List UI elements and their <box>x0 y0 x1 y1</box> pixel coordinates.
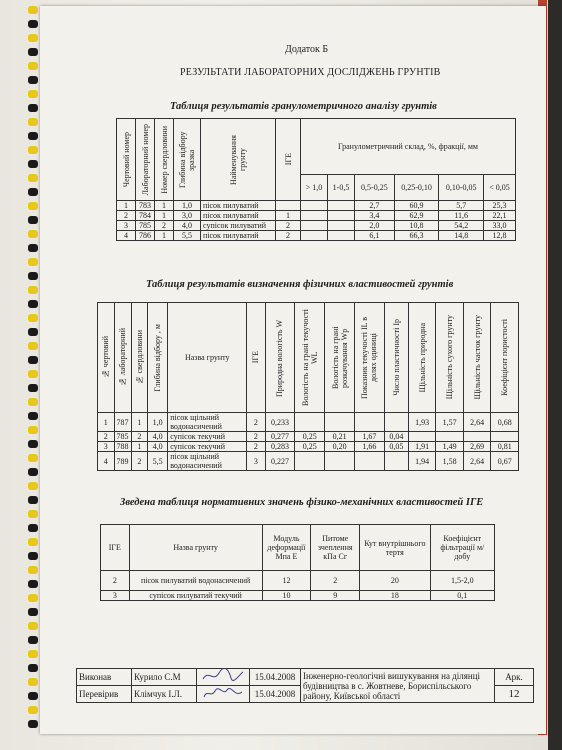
binding-ring <box>28 6 38 14</box>
normative-values-table <box>100 524 495 601</box>
binding-ring <box>28 566 38 574</box>
col-draw-no: Чертовий номер <box>117 119 136 201</box>
role-performer: Виконав <box>77 669 132 686</box>
col-name: Назва грунту <box>168 303 247 413</box>
date-checker: 15.04.2008 <box>250 686 301 703</box>
binding-ring <box>28 160 38 168</box>
binding-ring <box>28 286 38 294</box>
binding-ring <box>28 356 38 364</box>
binding-ring <box>28 328 38 336</box>
fraction-header: 1-0,5 <box>327 175 354 201</box>
binding-ring <box>28 678 38 686</box>
fraction-header: < 0,05 <box>484 175 516 201</box>
binding-ring <box>28 426 38 434</box>
col-well-no: Номер свердловини <box>155 119 174 201</box>
table-row: 1 783 1 1,0 пісок пилуватий 2,7 60,9 5,7 25,3 <box>117 201 516 211</box>
col-modulus: Модуль деформації Мпа Е <box>262 525 311 571</box>
signature-checker <box>197 686 250 703</box>
col-well-no: № свердловини <box>131 303 148 413</box>
binding-ring <box>28 636 38 644</box>
binding-ring <box>28 188 38 196</box>
sheet-number: 12 <box>495 686 534 703</box>
date-performer: 15.04.2008 <box>250 669 301 686</box>
binding-ring <box>28 272 38 280</box>
binding-ring <box>28 244 38 252</box>
col-name: Найменування грунту <box>201 119 276 201</box>
table-row: 3 супісок пилуватий текучий 10 9 18 0,1 <box>101 591 495 601</box>
signature-mark <box>201 669 245 683</box>
binding-ring <box>28 118 38 126</box>
fraction-header: > 1,0 <box>301 175 328 201</box>
col-depth: Глибина відбору , м <box>148 303 168 413</box>
binding-ring <box>28 608 38 616</box>
binding-ring <box>28 552 38 560</box>
col-plastic-limit: Вологість на грані розкачування Wр <box>325 303 355 413</box>
fraction-header: 0,10-0,05 <box>439 175 484 201</box>
col-moisture: Природна вологість W <box>265 303 295 413</box>
granulometric-table <box>116 118 516 241</box>
table3-title: Зведена таблиця нормативних значень фізико-механічних властивостей ІГЕ <box>120 497 484 508</box>
signature-mark <box>201 686 245 700</box>
binding-ring <box>28 90 38 98</box>
col-cohesion: Питоме зчеплення кПа Сг <box>311 525 360 571</box>
binding-ring <box>28 538 38 546</box>
dark-background-edge <box>548 0 562 750</box>
physical-properties-table <box>97 302 519 471</box>
title-block <box>76 668 534 703</box>
signature-performer <box>197 669 250 686</box>
col-ige: ІГЕ <box>276 119 301 201</box>
binding-ring <box>28 314 38 322</box>
col-dry-density: Щільність сухого грунту <box>436 303 464 413</box>
checker-name: Клімчук І.Л. <box>132 686 197 703</box>
col-lab-no: Лабораторний номер <box>136 119 155 201</box>
binding-ring <box>28 202 38 210</box>
appendix-label: Додаток Б <box>285 44 329 55</box>
col-porosity: Коефіцієнт пористості <box>491 303 519 413</box>
table-row: 2 785 2 4,0 супісок текучий 2 0,277 0,25 0,21 1,67 0,04 <box>98 432 519 442</box>
col-filtration: Коефіцієнт фільтрації м/добу <box>430 525 494 571</box>
binding-ring <box>28 34 38 42</box>
table1-title: Таблиця результатів гранулометричного аналізу грунтів <box>170 101 437 112</box>
binding-ring <box>28 720 38 728</box>
binding-ring <box>28 104 38 112</box>
binding-ring <box>28 342 38 350</box>
fraction-header: 0,5-0,25 <box>355 175 395 201</box>
col-angle: Кут внутрішнього тертя <box>360 525 430 571</box>
spiral-binding <box>28 0 40 750</box>
binding-ring <box>28 146 38 154</box>
performer-name: Курило С.М <box>132 669 197 686</box>
table-row: 3 785 2 4,0 супісок пилуватий 2 2,0 10,8 54,2 33,0 <box>117 221 516 231</box>
binding-ring <box>28 398 38 406</box>
binding-ring <box>28 650 38 658</box>
binding-ring <box>28 454 38 462</box>
col-draw-no: № чертовий <box>98 303 115 413</box>
col-liquidity-index: Показник текучості IL в долях одиниці <box>354 303 384 413</box>
binding-ring <box>28 524 38 532</box>
binding-ring <box>28 440 38 448</box>
document-page <box>40 6 546 734</box>
binding-ring <box>28 594 38 602</box>
table-row: 2 пісок пилуватий водонасичений 12 2 20 1,5-2,0 <box>101 571 495 591</box>
binding-ring <box>28 580 38 588</box>
fraction-header: 0,25-0,10 <box>394 175 439 201</box>
role-checker: Перевірив <box>77 686 132 703</box>
binding-ring <box>28 174 38 182</box>
binding-ring <box>28 706 38 714</box>
col-liquid-limit: Вологість на грані текучості WL <box>295 303 325 413</box>
col-lab-no: № лабораторний <box>114 303 131 413</box>
table-row: 3 788 1 4,0 супісок текучий 2 0,283 0,25 0,20 1,66 0,05 1,91 1,49 2,69 0,81 <box>98 442 519 452</box>
col-ige: ІГЕ <box>247 303 265 413</box>
binding-ring <box>28 664 38 672</box>
binding-ring <box>28 132 38 140</box>
col-plasticity-number: Число пластичності Ip <box>384 303 408 413</box>
col-depth: Глибина відбору зразка <box>174 119 201 201</box>
binding-ring <box>28 692 38 700</box>
binding-ring <box>28 384 38 392</box>
col-ige: ІГЕ <box>101 525 130 571</box>
sheet-label: Арк. <box>495 669 534 686</box>
table-row: 1 787 1 1,0 пісок щільний водонасичений 2 0,233 1,93 1,57 2,64 0,68 <box>98 413 519 432</box>
document-title: РЕЗУЛЬТАТИ ЛАБОРАТОРНИХ ДОСЛІДЖЕНЬ ГРУНТІВ <box>180 67 441 78</box>
binding-ring <box>28 510 38 518</box>
col-density: Щільність природна <box>408 303 436 413</box>
binding-ring <box>28 216 38 224</box>
binding-ring <box>28 76 38 84</box>
binding-ring <box>28 62 38 70</box>
table-row: 4 789 2 5,5 пісок щільний водонасичений 3 0,227 1,94 1,58 2,64 0,67 <box>98 452 519 471</box>
table2-title: Таблиця результатів визначення фізичних властивостей грунтів <box>146 279 454 290</box>
binding-ring <box>28 468 38 476</box>
binding-ring <box>28 230 38 238</box>
binding-ring <box>28 48 38 56</box>
binding-ring <box>28 622 38 630</box>
binding-ring <box>28 496 38 504</box>
table-row: 2 784 1 3,0 пісок пилуватий 1 3,4 62,9 11,6 22,1 <box>117 211 516 221</box>
binding-ring <box>28 370 38 378</box>
binding-ring <box>28 20 38 28</box>
table-row: 4 786 1 5,5 пісок пилуватий 2 6,1 66,3 14,8 12,8 <box>117 231 516 241</box>
col-particle-density: Щільність часток грунту <box>463 303 491 413</box>
col-name: Назва грунту <box>129 525 262 571</box>
binding-ring <box>28 482 38 490</box>
project-description: Інженерно-геологічні вишукування на ділянці будівництва в с. Жовтневе, Бориспільського району, Київської області <box>301 669 495 703</box>
binding-ring <box>28 258 38 266</box>
binding-ring <box>28 412 38 420</box>
col-grain: Гранулометричний склад, %, фракції, мм <box>301 119 516 175</box>
binding-ring <box>28 300 38 308</box>
